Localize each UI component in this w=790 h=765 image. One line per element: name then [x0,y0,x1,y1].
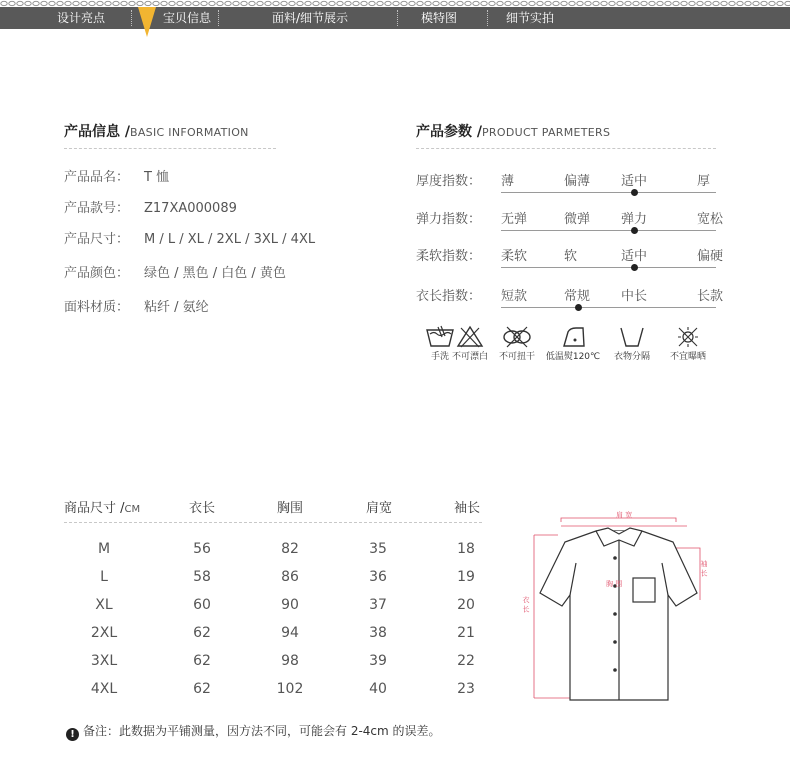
param-row [416,208,724,238]
warning-icon: ! [66,728,79,741]
size-table-cell: 2XL [90,625,118,641]
no-sun-dry-icon [673,324,703,350]
size-table-cell: 4XL [90,681,118,697]
size-table-header-sleeve: 袖长 [454,501,481,516]
care-item [663,322,713,364]
info-value: 粘纤 / 氨纶 [144,300,209,315]
size-table-cell: 62 [193,625,211,641]
param-indicator-dot [631,264,638,271]
size-table-cell: 36 [369,569,387,585]
size-table-divider [64,522,482,523]
param-option: 适中 [621,249,648,264]
shirt-measurement-diagram [522,508,720,708]
param-option: 柔软 [501,249,528,264]
size-table-cell: 20 [457,597,475,613]
size-table-cell: 82 [281,541,299,557]
low-iron-icon [558,324,588,350]
size-table-header-size [64,497,140,516]
nav-item-detail-photos[interactable]: 细节实拍 [506,11,555,25]
info-row-style-number [64,197,237,216]
param-option: 宽松 [697,212,724,227]
sleeve-label: 袖 长 [700,560,708,577]
care-label: 不宜曝晒 [669,352,706,362]
param-option: 软 [564,249,578,264]
note-text: 备注：此数据为平铺测量，因方法不同，可能会有 2-4cm 的误差。 [83,724,441,738]
measurement-note [66,722,441,741]
care-label: 不可漂白 [451,352,488,362]
care-item [492,322,542,364]
size-table-cell: L [100,569,108,585]
care-label: 低温熨120℃ [545,352,601,362]
param-option: 无弹 [501,212,528,227]
info-label: 产品颜色： [64,266,130,281]
param-indicator-dot [631,189,638,196]
info-label: 产品尺寸： [64,232,130,247]
nav-item-model-photos[interactable]: 模特图 [421,11,458,25]
param-indicator-dot [631,227,638,234]
info-value: 绿色 / 黑色 / 白色 / 黄色 [144,266,286,281]
product-params-subtitle: PRODUCT PARMETERS [482,126,611,139]
size-table-cell: XL [95,597,113,613]
size-table-cell: 62 [193,653,211,669]
param-row [416,170,716,200]
product-info-heading [64,121,249,141]
no-bleach-icon [455,324,485,350]
param-option: 微弹 [564,212,591,227]
care-item [545,322,601,364]
size-table-cell: 94 [281,625,299,641]
param-scale-line [501,307,716,308]
param-label: 弹力指数： [416,212,482,227]
param-label: 厚度指数： [416,174,482,189]
info-row-material [64,296,209,315]
size-table-cell: 86 [281,569,299,585]
param-scale-line [501,267,716,268]
param-option: 偏硬 [697,249,724,264]
size-table-cell: 23 [457,681,475,697]
size-table-cell: M [97,541,111,557]
info-row-colors [64,262,286,281]
product-params-heading [416,121,610,141]
product-params-title: 产品参数 / [416,124,482,140]
info-label: 产品品名： [64,170,130,185]
info-value: T 恤 [144,170,170,185]
param-scale-line [501,192,716,193]
size-table-cell: 18 [457,541,475,557]
size-table-cell: 56 [193,541,211,557]
size-table-cell: 3XL [90,653,118,669]
care-item [607,322,657,364]
size-table-cell: 21 [457,625,475,641]
size-header-label: 商品尺寸 / [64,501,125,516]
shoulder-label: 肩 宽 [616,511,633,519]
param-option: 偏薄 [564,174,591,189]
size-table-cell: 102 [276,681,304,697]
info-row-name [64,166,169,185]
param-indicator-dot [575,304,582,311]
nav-separator [131,10,132,26]
size-table-cell: 98 [281,653,299,669]
info-value: Z17XA000089 [144,201,237,216]
nav-bar [0,7,790,29]
length-label: 衣 长 [522,596,530,613]
shirt-outline [540,528,697,700]
info-value: M / L / XL / 2XL / 3XL / 4XL [144,232,316,247]
info-label: 面料材质： [64,300,130,315]
param-option: 短款 [501,289,528,304]
size-table-cell: 60 [193,597,211,613]
size-table-cell: 22 [457,653,475,669]
nav-item-product-info[interactable]: 宝贝信息 [163,11,212,25]
param-option: 厚 [697,174,711,189]
care-label: 手洗 [430,352,449,362]
size-table-cell: 19 [457,569,475,585]
separate-wash-icon [617,324,647,350]
param-option: 常规 [564,289,591,304]
param-option: 中长 [621,289,648,304]
param-label: 衣长指数： [416,289,482,304]
size-table-header-length: 衣长 [189,501,216,516]
nav-separator [218,10,219,26]
param-scale-line [501,230,716,231]
top-nav [0,0,790,30]
no-wring-icon [502,324,532,350]
size-table-cell: 39 [369,653,387,669]
nav-chain-border [0,0,790,7]
size-table-cell: 90 [281,597,299,613]
chest-label: 胸 围 [606,580,623,588]
param-row [416,285,724,315]
param-option: 薄 [501,174,515,189]
param-row [416,245,724,275]
param-option: 适中 [621,174,648,189]
size-table-cell: 58 [193,569,211,585]
care-label: 衣物分隔 [613,352,650,362]
info-label: 产品款号： [64,201,130,216]
product-params-divider [416,148,716,149]
product-info-subtitle: BASIC INFORMATION [130,126,249,139]
size-table-header-chest: 胸围 [277,501,304,516]
nav-item-fabric-details[interactable]: 面料/细节展示 [272,11,349,25]
size-table-cell: 37 [369,597,387,613]
size-table-cell: 35 [369,541,387,557]
size-table-cell: 40 [369,681,387,697]
nav-separator [487,10,488,26]
size-table-cell: 38 [369,625,387,641]
product-info-divider [64,148,276,149]
nav-item-design-highlights[interactable]: 设计亮点 [57,11,106,25]
param-option: 长款 [697,289,724,304]
size-table-cell: 62 [193,681,211,697]
care-label: 不可扭干 [498,352,535,362]
size-unit: CM [124,504,141,515]
product-info-title: 产品信息 / [64,124,130,140]
active-tab-marker-icon [136,7,158,39]
nav-separator [397,10,398,26]
param-label: 柔软指数： [416,249,482,264]
info-row-sizes [64,228,315,247]
param-option: 弹力 [621,212,648,227]
size-table-header-shoulder: 肩宽 [366,501,393,516]
